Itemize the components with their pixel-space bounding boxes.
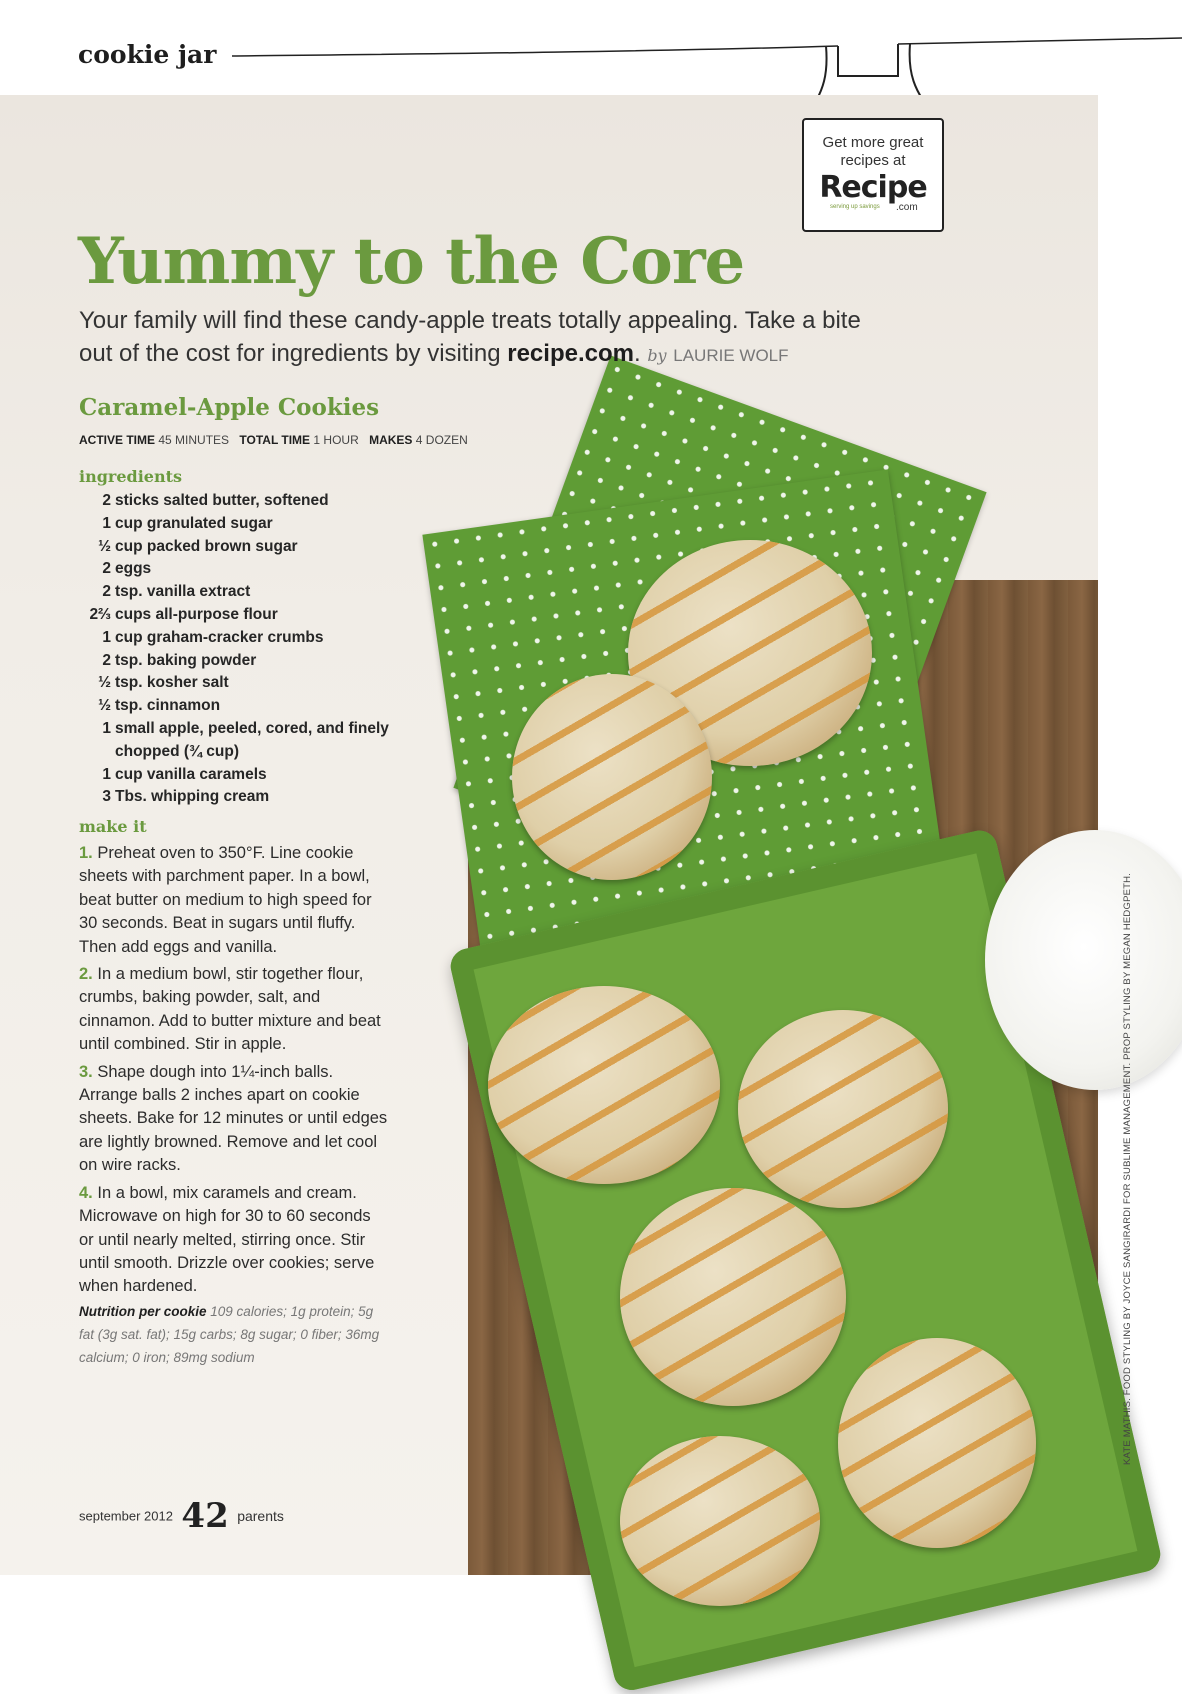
- logo-suffix: .com: [896, 202, 918, 213]
- article-dek: [79, 304, 899, 372]
- ingredient-name: cup packed brown sugar: [115, 537, 298, 555]
- recipe-title: Caramel-Apple Cookies: [79, 394, 380, 421]
- author-name: LAURIE WOLF: [673, 346, 789, 365]
- ingredient-item: [79, 604, 419, 627]
- method-step: [79, 842, 389, 959]
- meta-value: 1 HOUR: [313, 433, 359, 447]
- dek-text: Your family will find these candy-apple treats totally appealing. Take a bite out of the cost for ingredients by visiting: [79, 307, 861, 367]
- photo-credit: KATE MATHIS. FOOD STYLING BY JOYCE SANGIRARDI FOR SUBLIME MANAGEMENT. PROP STYLING BY MEGAN HEDGPETH.: [1122, 872, 1133, 1465]
- ingredient-item: [79, 490, 419, 513]
- ingredient-item: [79, 558, 419, 581]
- cookie: [620, 1436, 820, 1606]
- cookie: [838, 1338, 1036, 1548]
- step-number: 4.: [79, 1183, 93, 1202]
- step-number: 3.: [79, 1062, 93, 1081]
- meta-label: MAKES: [369, 433, 413, 447]
- method-steps: [79, 842, 389, 1303]
- dek-site-link[interactable]: recipe.com: [507, 340, 634, 367]
- method-step: [79, 1061, 389, 1178]
- ingredient-qty: 2: [102, 492, 111, 509]
- cookie: [488, 986, 720, 1184]
- meta-value: 4 DOZEN: [415, 433, 468, 447]
- step-number: 1.: [79, 844, 93, 862]
- ingredient-qty: 1: [102, 765, 111, 783]
- cookie: [738, 1010, 948, 1208]
- ingredient-name: eggs: [115, 560, 152, 578]
- method-step: [79, 963, 389, 1057]
- ingredient-name: tsp. baking powder: [115, 651, 257, 669]
- meta-label: TOTAL TIME: [239, 433, 311, 447]
- page-number: 42: [181, 1496, 229, 1536]
- section-label: cookie jar: [78, 40, 217, 69]
- meta-label: ACTIVE TIME: [79, 433, 156, 447]
- ingredient-qty: 2: [102, 651, 111, 669]
- ingredient-qty: ½: [98, 674, 111, 692]
- step-number: 2.: [79, 965, 93, 984]
- nutrition-label: Nutrition per cookie: [79, 1304, 207, 1319]
- method-step: [79, 1182, 389, 1299]
- ingredient-name: sticks salted butter, softened: [115, 492, 329, 509]
- ingredient-name: cup graham-cracker crumbs: [115, 628, 324, 646]
- ingredient-name: small apple, peeled, cored, and finely chopped (¾ cup): [115, 719, 389, 760]
- ingredient-name: Tbs. whipping cream: [115, 788, 270, 806]
- method-heading: make it: [79, 817, 147, 836]
- ingredient-name: tsp. kosher salt: [115, 674, 229, 692]
- ingredient-qty: ½: [98, 697, 111, 715]
- step-text: In a bowl, mix caramels and cream. Microwave on high for 30 to 60 seconds or until nearly melted, stirring once. Stir until smooth. Drizzle over cookies; serve when hardened.: [79, 1183, 375, 1296]
- ingredient-qty: 1: [102, 719, 111, 737]
- step-text: Shape dough into 1¼-inch balls. Arrange balls 2 inches apart on cookie sheets. Bake for 12 minutes or until edges are lightly browned. Remove and let cool on wire racks.: [79, 1062, 388, 1175]
- ingredient-name: cups all-purpose flour: [115, 605, 278, 623]
- ingredient-name: tsp. vanilla extract: [115, 583, 251, 601]
- cookie: [620, 1188, 846, 1406]
- ingredient-qty: 2⅔: [89, 605, 111, 623]
- byline-prefix: by: [647, 346, 667, 365]
- ingredient-qty: 2: [102, 583, 111, 601]
- dek-end: .: [633, 340, 641, 367]
- ingredient-name: cup granulated sugar: [115, 514, 273, 532]
- nutrition-text: 109 calories; 1g protein; 5g fat (3g sat. fat); 15g carbs; 8g sugar; 0 fiber; 36mg calcium; 0 iron; 89mg sodium: [79, 1304, 380, 1365]
- recipe-logo: Recipe: [819, 170, 927, 205]
- ingredient-item: [79, 627, 419, 650]
- issue-date: september 2012: [79, 1508, 173, 1524]
- ingredient-item: [79, 786, 419, 809]
- ingredient-qty: ½: [98, 537, 111, 555]
- meta-value: 45 MINUTES: [158, 433, 230, 447]
- ingredient-name: tsp. cinnamon: [115, 697, 221, 715]
- article-title: Yummy to the Core: [78, 224, 745, 299]
- ingredient-name: cup vanilla caramels: [115, 765, 267, 783]
- ingredient-qty: 2: [102, 560, 111, 578]
- ingredient-item: [79, 581, 419, 604]
- recipe-meta: [79, 433, 475, 447]
- ingredient-qty: 1: [102, 514, 111, 532]
- cookie: [512, 674, 712, 880]
- ingredient-item: [79, 695, 419, 718]
- step-text: In a medium bowl, stir together flour, crumbs, baking powder, salt, and cinnamon. Add to butter mixture and beat until combined. Stir in apple.: [79, 965, 381, 1054]
- step-text: Preheat oven to 350°F. Line cookie sheets with parchment paper. In a bowl, beat butter on medium to high speed for 30 seconds. Beat in sugars until fluffy. Then add eggs and vanilla.: [79, 844, 372, 956]
- ingredient-item: [79, 718, 419, 764]
- ingredients-list: [79, 490, 419, 809]
- ingredient-item: [79, 672, 419, 695]
- page-footer: [79, 1496, 284, 1536]
- ingredient-qty: 1: [102, 628, 111, 646]
- logo-tagline: serving up savings: [830, 204, 880, 210]
- ingredient-item: [79, 650, 419, 673]
- ingredient-item: [79, 536, 419, 559]
- magazine-name: parents: [237, 1508, 284, 1524]
- promo-text: Get more great recipes at: [822, 134, 924, 169]
- nutrition-info: [79, 1300, 389, 1369]
- ingredient-qty: 3: [102, 788, 111, 806]
- ingredient-item: [79, 764, 419, 787]
- ingredients-heading: ingredients: [79, 467, 182, 486]
- ingredient-item: [79, 513, 419, 536]
- recipe-com-promo-tag[interactable]: [802, 118, 944, 232]
